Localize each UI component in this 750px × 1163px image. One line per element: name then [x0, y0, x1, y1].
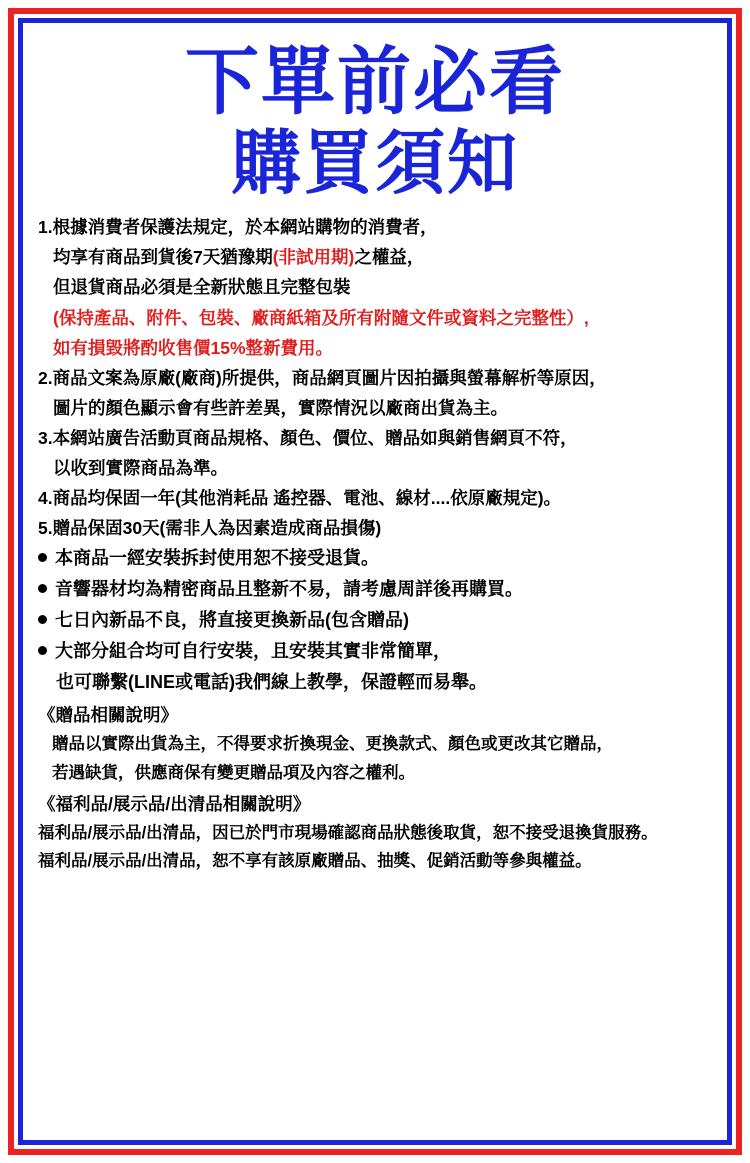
section-outlet-heading: 《福利品/展示品/出清品相關說明》: [38, 793, 311, 814]
notice-item-3-line-1: 3.本網站廣告活動頁商品規格、顏色、價位、贈品如與銷售網頁不符，: [38, 427, 578, 448]
notice-bullet-4-text: 大部分組合均可自行安裝，且安裝其實非常簡單，: [55, 641, 451, 662]
notice-bullet-3-text: 七日內新品不良，將直接更換新品(包含贈品): [55, 610, 409, 631]
notice-bullet-1: [38, 543, 712, 574]
notice-bullet-1-text: 本商品一經安裝拆封使用恕不接受退貨。: [55, 548, 379, 569]
bullet-dot-icon: [38, 646, 47, 655]
section-outlet-line-1: 福利品/展示品/出清品，因已於門市現場確認商品狀態後取貨，恕不接受退換貨服務。: [38, 824, 658, 843]
bullet-dot-icon: [38, 584, 47, 593]
notice-item-1-line-5: 如有損毀將酌收售價15%整新費用。: [53, 337, 334, 358]
notice-bullet-3: [38, 605, 712, 636]
section-gift-heading: 《贈品相關說明》: [38, 705, 178, 726]
notice-bullet-2-text: 音響器材均為精密商品且整新不易，請考慮周詳後再購買。: [55, 579, 523, 600]
section-gift-line-1: 贈品以實際出貨為主，不得要求折換現金、更換款式、顏色或更改其它贈品，: [52, 735, 613, 754]
notice-item-1-line-4: (保持產品、附件、包裝、廠商紙箱及所有附隨文件或資料之完整性）,: [53, 307, 589, 328]
poster-content: [24, 24, 726, 1139]
notice-body: [38, 212, 712, 875]
page-title-line2: 購買須知: [231, 123, 519, 202]
notice-item-2-line-1: 2.商品文案為原廠(廠商)所提供，商品網頁圖片因拍攝與螢幕解析等原因，: [38, 367, 607, 388]
notice-item-4: 4.商品均保固一年(其他消耗品 遙控器、電池、線材....依原廠規定)。: [38, 488, 562, 509]
notice-item-1-line-2-tail: 之權益，: [354, 247, 425, 268]
notice-item-1-red-1: (非試用期): [272, 247, 355, 268]
bullet-dot-icon: [38, 615, 47, 624]
notice-item-1-line-3: 但退貨商品必須是全新狀態且完整包裝: [53, 277, 351, 298]
notice-item-1-line-2-text: 均享有商品到貨後7天猶豫期: [53, 247, 273, 268]
notice-item-1-line-2: [38, 242, 712, 272]
notice-item-2-line-2: 圖片的顏色顯示會有些許差異，實際情況以廠商出貨為主。: [53, 397, 508, 418]
page-title-line1: 下單前必看: [185, 40, 565, 123]
notice-item-5: 5.贈品保固30天(需非人為因素造成商品損傷): [38, 518, 382, 539]
notice-bullet-4-line2: 也可聯繫(LINE或電話)我們線上教學，保證輕而易舉。: [56, 672, 487, 693]
bullet-dot-icon: [38, 553, 47, 562]
notice-bullet-4: [38, 636, 712, 667]
notice-item-1-line-1: 1.根據消費者保護法規定，於本網站購物的消費者，: [38, 217, 438, 238]
notice-bullet-2: [38, 574, 712, 605]
notice-item-3-line-2: 以收到實際商品為準。: [53, 458, 228, 479]
section-gift-line-2: 若遇缺貨，供應商保有變更贈品項及內容之權利。: [52, 763, 415, 782]
section-outlet-line-2: 福利品/展示品/出清品，恕不享有該原廠贈品、抽獎、促銷活動等參與權益。: [38, 852, 592, 871]
poster-title-block: [38, 42, 712, 202]
